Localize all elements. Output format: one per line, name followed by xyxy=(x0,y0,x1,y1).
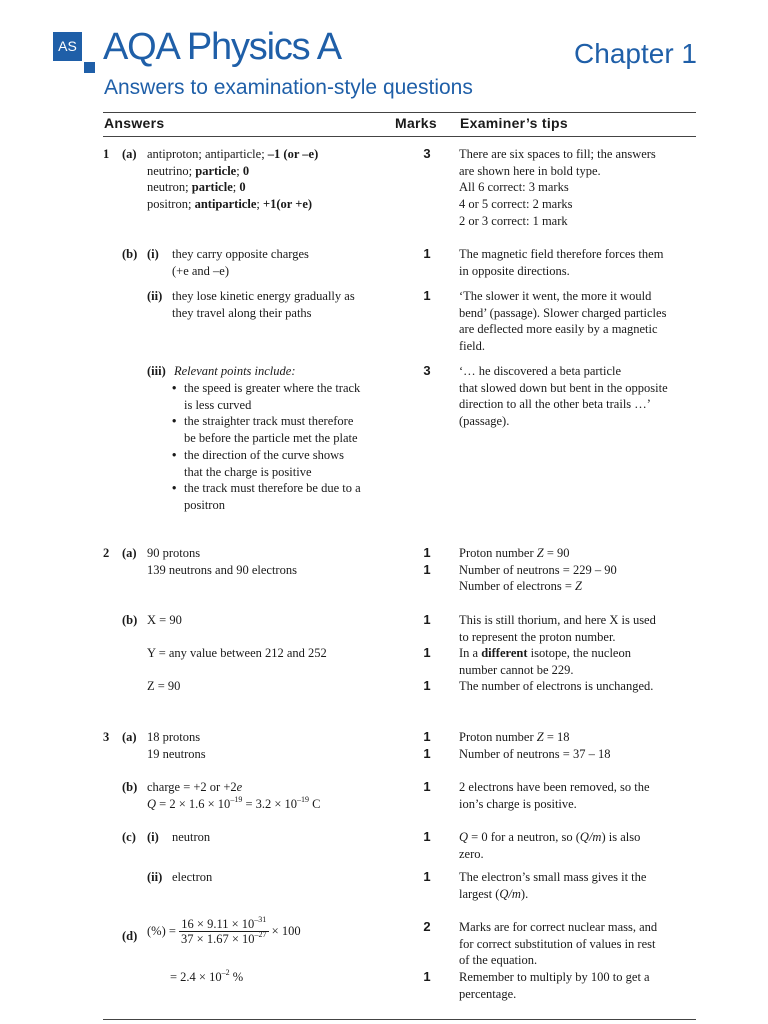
answer-line: electron xyxy=(172,870,213,884)
examiner-tip: This is still thorium, and here X is used to represent the proton number. xyxy=(459,613,656,644)
mark-value: 1 xyxy=(423,288,431,303)
mark-value: 2 xyxy=(423,919,431,934)
header-bottom-rule xyxy=(103,136,696,137)
fraction: $\frac{16 \times 9.11 \times 10^{-31}}{37 \times 1.67 \times 10^{-27}}$ xyxy=(181,914,267,946)
subpart-label: (i) xyxy=(147,830,159,844)
mark-value: 3 xyxy=(423,363,431,378)
answer-line: neutrino; particle; 0 xyxy=(147,163,250,178)
examiner-tip: 2 electrons have been removed, so the ion’s charge is positive. xyxy=(459,780,650,811)
part-label: (d) xyxy=(122,929,138,943)
bullet-item: • the direction of the curve shows that the charge is positive xyxy=(172,447,345,479)
part-label: (b) xyxy=(122,247,138,261)
subpart-label: (ii) xyxy=(147,870,163,884)
page-subtitle: Answers to examination-style questions xyxy=(104,76,473,99)
bullet-icon: • xyxy=(172,481,177,496)
mark-value: 1 xyxy=(423,678,431,693)
mark-value: 1 xyxy=(423,645,431,660)
question-number: 2 xyxy=(103,546,110,560)
examiner-tip: In a different isotope, the nucleon number cannot be 229. xyxy=(459,646,631,677)
subpart-label: (ii) xyxy=(147,289,163,303)
examiner-tip: Marks are for correct nuclear mass, and for correct substitution of values in rest of the equation. xyxy=(459,920,658,968)
mark-value: 1 xyxy=(423,829,431,844)
examiner-tip: Remember to multiply by 100 to get a percentage. xyxy=(459,970,650,1001)
bullet-icon: • xyxy=(172,447,177,462)
column-header-answers: Answers xyxy=(104,115,165,131)
answer-line: antiproton; antiparticle; –1 (or –e) xyxy=(147,147,319,161)
answer-line: neutron xyxy=(172,830,211,844)
question-number: 3 xyxy=(103,730,110,744)
answer-line: Z = 90 xyxy=(147,679,181,693)
part-label: (b) xyxy=(122,780,138,794)
chapter-label: Chapter 1 xyxy=(574,38,697,69)
equation: (%) = $\frac{16 \times 9.11 \times 10^{-31}}{37 \times 1.67 \times 10^{-27}}$ × 100 xyxy=(147,914,301,946)
footer-rule xyxy=(103,1019,696,1020)
examiner-tip: The electron’s small mass gives it the largest (Q/m). xyxy=(459,870,647,901)
column-header-marks: Marks xyxy=(395,115,437,131)
question-number: 1 xyxy=(103,147,110,161)
part-label: (c) xyxy=(122,830,136,844)
bullet-item: • the straighter track must therefore be before the particle met the plate xyxy=(172,414,358,446)
subpart-label: (iii) xyxy=(147,364,166,378)
part-label: (b) xyxy=(122,613,138,627)
as-level-badge: AS xyxy=(53,32,82,61)
answer-block: 90 protons 139 neutrons and 90 electrons xyxy=(147,546,297,577)
answer-line: Y = any value between 212 and 252 xyxy=(147,646,327,660)
subpart-label: (i) xyxy=(147,247,159,261)
mark-value: 1 xyxy=(423,729,431,744)
mark-value: 1 xyxy=(423,545,431,560)
logo-square xyxy=(84,62,95,73)
column-header-tips: Examiner’s tips xyxy=(460,115,568,131)
mark-value: 1 xyxy=(423,562,431,577)
mark-value: 1 xyxy=(423,246,431,261)
examiner-tip: ‘… he discovered a beta particle that slowed down but bent in the opposite direction to all the other beta trails …’ (passage). xyxy=(459,364,668,429)
mark-value: 1 xyxy=(423,746,431,761)
answer-block: they lose kinetic energy gradually as they travel along their paths xyxy=(172,289,355,320)
part-label: (a) xyxy=(122,730,137,744)
bullet-list xyxy=(172,380,392,514)
bullet-item: • the speed is greater where the track is less curved xyxy=(172,381,361,412)
part-label: (a) xyxy=(122,147,137,161)
relevant-points-intro: Relevant points include: xyxy=(174,364,296,378)
examiner-tip: Q = 0 for a neutron, so (Q/m) is also zero. xyxy=(459,830,641,861)
bullet-icon: • xyxy=(172,381,177,395)
answer-line: neutron; particle; 0 xyxy=(147,180,246,195)
mark-value: 1 xyxy=(423,869,431,884)
answer-line: X = 90 xyxy=(147,613,182,627)
header-top-rule xyxy=(103,112,696,113)
mark-value: 1 xyxy=(423,612,431,627)
answer-block: they carry opposite charges (+e and –e) xyxy=(172,247,309,278)
examiner-tip: Proton number Z = 18 Number of neutrons = 37 – 18 xyxy=(459,730,611,761)
equation-result: = $2.4 \times 10^{-2}$ % xyxy=(170,967,244,984)
examiner-tip: The magnetic field therefore forces them in opposite directions. xyxy=(459,247,664,278)
page-title: AQA Physics A xyxy=(103,26,341,68)
examiner-tip: The number of electrons is unchanged. xyxy=(459,679,654,693)
mark-value: 3 xyxy=(423,146,431,161)
examiner-tip: ‘The slower it went, the more it would bend’ (passage). Slower charged particles are deflected more easily by a magnetic field. xyxy=(459,289,667,354)
part-label: (a) xyxy=(122,546,137,560)
mark-value: 1 xyxy=(423,969,431,984)
answer-block xyxy=(147,146,387,213)
answer-block: 18 protons 19 neutrons xyxy=(147,730,206,761)
answer-line: positron; antiparticle; +1(or +e) xyxy=(147,197,313,212)
examiner-tip: There are six spaces to fill; the answers are shown here in bold type. All 6 correct: 3 marks 4 or 5 correct: 2 marks 2 or 3 correct: 1 mark xyxy=(459,147,656,228)
mark-value: 1 xyxy=(423,779,431,794)
answer-block: charge = +2 or +2e $Q = 2 \times 1.6 \times 10^{-19} = 3.2 \times 10^{-19}$ C xyxy=(147,780,321,811)
bullet-icon: • xyxy=(172,414,177,429)
examiner-tip: Proton number Z = 90 Number of neutrons = 229 – 90 Number of electrons = Z xyxy=(459,546,617,594)
bullet-item: • the track must therefore be due to a positron xyxy=(172,481,361,512)
